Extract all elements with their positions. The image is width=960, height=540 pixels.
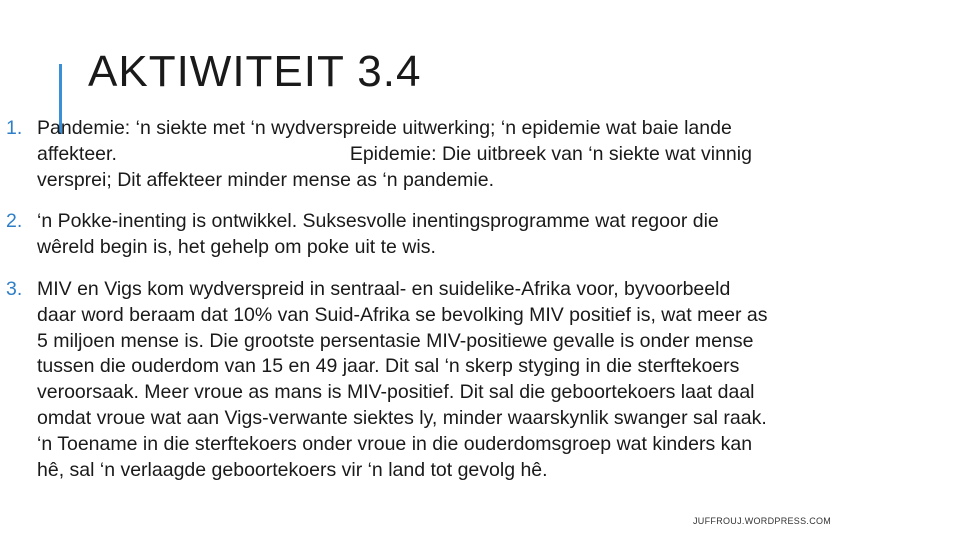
list-item-line: omdat vroue wat aan Vigs-verwante siektes ly, minder waarskynlik swanger sal raak. — [37, 406, 767, 429]
list-item-line: Pandemie: ‘n siekte met ‘n wydverspreide uitwerking; ‘n epidemie wat baie lande — [37, 117, 732, 139]
list-item-line: tussen die ouderdom van 15 en 49 jaar. Dit sal ‘n skerp styging in die sterftekoers — [37, 355, 740, 378]
points-list — [0, 116, 950, 499]
list-item-number: 3. — [6, 277, 23, 300]
list-item — [0, 209, 950, 261]
list-item-line: affekteer. Epidemie: Die uitbreek van ‘n siekte wat vinnig — [37, 142, 752, 165]
list-item-line: hê, sal ‘n verlaagde geboortekoers vir ‘n land tot gevolg hê. — [37, 458, 548, 481]
list-item-number: 2. — [6, 210, 23, 233]
list-item — [0, 277, 950, 483]
list-item-number: 1. — [6, 117, 23, 139]
list-item-line: veroorsaak. Meer vroue as mans is MIV-positief. Dit sal die geboortekoers laat daal — [37, 381, 755, 404]
list-item-line: wêreld begin is, het gehelp om poke uit te wis. — [37, 236, 436, 259]
footer-credit: JUFFROUJ.WORDPRESS.COM — [693, 516, 832, 526]
list-item-line: daar word beraam dat 10% van Suid-Afrika se bevolking MIV positief is, wat meer as — [37, 303, 768, 326]
list-item — [0, 116, 950, 193]
list-item-line: MIV en Vigs kom wydverspreid in sentraal- en suidelike-Afrika voor, byvoorbeeld — [37, 277, 731, 300]
list-item-line: ‘n Toename in die sterftekoers onder vroue in die ouderdomsgroep wat kinders kan — [37, 432, 753, 455]
list-item-line: ‘n Pokke-inenting is ontwikkel. Suksesvolle inentingsprogramme wat regoor die — [37, 210, 719, 233]
slide-title: AKTIWITEIT 3.4 — [88, 47, 422, 96]
list-item-line: versprei; Dit affekteer minder mense as ‘n pandemie. — [37, 168, 495, 191]
list-item-line: 5 miljoen mense is. Die grootste persentasie MIV-positiewe gevalle is onder mense — [37, 329, 754, 352]
